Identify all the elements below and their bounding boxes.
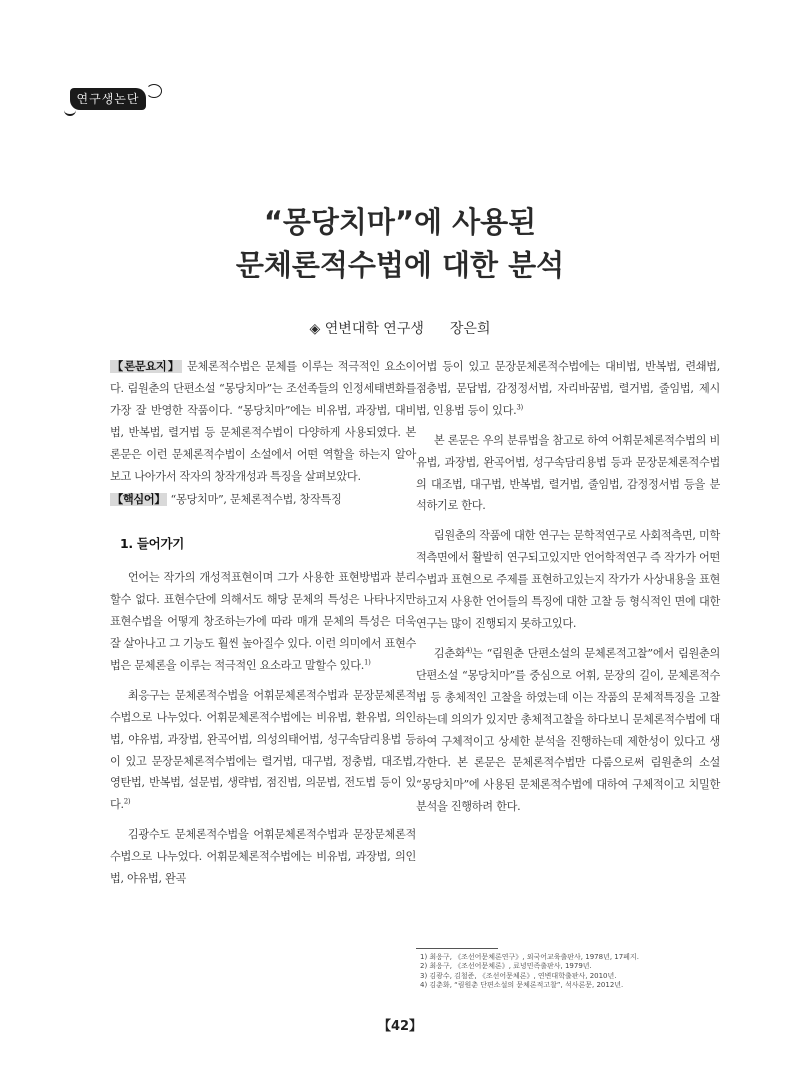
paragraph-6: 김춘화$^{4)}$는 “림원춘 단편소설의 문체론적고찰”에서 림원춘의 단편소설 “몽당치마”를 중심으로 어휘, 문장의 길이, 문체론적수법 등 총체적인 고찰을 하였는데 이는 작품의 문체적특징을 고찰하는데 의의가 있지만 총체적고찰을 하다보니 문체론적수법에 대하여 구체적이고 상세한 분석을 진행하는데 제한성이 있다고 생각한다. 본 론문은 문체론적수법만 다룸으로써 림원춘의 소설 “몽당치마”에 사용된 문체론적수법에 대하여 구체적이고 치밀한 분석을 진행하려 한다.: [416, 646, 720, 814]
right-column: [416, 356, 720, 818]
author-line: [0, 318, 800, 338]
paragraph-3: 김광수도 문체론적수법을 어휘문체론적수법과 문장문체론적수법으로 나누었다. 어휘문체론적수법에는 비유법, 과장법, 의인법, 야유법, 완곡: [110, 828, 416, 886]
footnote-ref-1: 1): [363, 658, 371, 667]
footnote: 1) 최응구, 《조선어문체론연구》, 외국어교육출판사, 1978년, 17페지.: [420, 953, 639, 961]
paragraph-2: 최응구는 문체론적수법을 어휘문체론적수법과 문장문체론적수법으로 나누었다. 어휘문체론적수법에는 비유법, 환유법, 의인법, 야유법, 과장법, 완곡어법, 의성의태어법, 성구속담리용법 등이 있고 문장문체론적수법에는 렬거법, 대구법, 정충법, 대조법, 영탄법, 반복법, 설문법, 생략법, 점진법, 의문법, 전도법 등이 있다.$^{2)}$: [110, 688, 416, 812]
title-line-1: “몽당치마”에 사용된: [263, 205, 537, 239]
diamond-bullet-icon: ◈: [309, 321, 321, 337]
left-column: [110, 356, 416, 890]
footnote-ref-2: 2): [123, 797, 131, 806]
tag-decoration: [146, 84, 162, 98]
paragraph-4: 본 론문은 우의 분류법을 참고로 하여 어휘문체론적수법의 비유법, 과장법, 완곡어법, 성구속담리용법 등과 문장문체론적수법의 대조법, 대구법, 반복법, 렬거법, 줄임법, 감정정서법 등을 분석하기로 한다.: [416, 433, 720, 513]
author-name: 장은희: [449, 321, 491, 337]
paragraph-5: 림원춘의 작품에 대한 연구는 문학적연구로 사회적측면, 미학적측면에서 활발히 연구되고있지만 언어학적연구 즉 작가가 어떤 수법과 표현으로 주제를 표현하고있는지 작가가 사상내용을 표현하고저 사용한 언어들의 특징에 대한 고찰 등 형식적인 면에 대한 연구는 많이 진행되지 못하고있다.: [416, 529, 720, 630]
footnotes: [420, 953, 720, 991]
section-heading: 1. 들어가기: [120, 536, 184, 552]
author-affiliation: 연변대학 연구생: [324, 321, 424, 337]
footnote: 2) 최응구, 《조선어문체론》, 료녕민족출판사, 1979년.: [420, 962, 592, 971]
keywords-label: 【핵심어】: [112, 493, 166, 507]
keywords: [110, 489, 416, 511]
tag-swoosh: [64, 106, 76, 116]
paragraph-3-continued: 어법 등이 있고 문장문체론적수법에는 대비법, 반복법, 련쇄법, 점층법, 문답법, 감정정서법, 자리바꿈법, 렬거법, 줄임법, 제시법, 인용법 등이 있다.$^{3)}$: [416, 360, 720, 417]
abstract-label: 【론문요지】: [112, 360, 181, 373]
title-line-2: 문체론적수법에 대한 분석: [235, 248, 565, 282]
footnote-divider: [416, 948, 498, 949]
footnote: 3) 김광수, 김철준, 《조선어문체론》, 연변대학출판사, 2010년.: [420, 971, 617, 980]
paragraph-1: 언어는 작가의 개성적표현이며 그가 사용한 표현방법과 분리할수 없다. 표현수단에 의해서도 해당 문체의 특성은 나타나지만 표현수법을 어떻게 창조하는가에 따라 매개 문체의 특성은 더욱 잘 살아나고 그 기능도 훨씬 높아질수 있다. 이런 의미에서 표현수법은 문체론을 이루는 적극적인 요소라고 말할수 있다.$^{1)}$: [110, 571, 416, 672]
abstract: [110, 356, 416, 487]
footnote-ref-4: 4): [465, 646, 473, 655]
section-tag: 연구생논단: [70, 88, 146, 110]
keywords-text: “몽당치마”, 문체론적수법, 창작특징: [167, 493, 342, 507]
footnote-ref-3: 3): [516, 403, 523, 412]
page-number: 【42】: [377, 1019, 423, 1034]
footnote: 4) 김춘화, “림원춘 단편소설의 문체론적고찰”, 석사론문, 2012년.: [420, 981, 624, 990]
abstract-text: 문체론적수법은 문체를 이루는 적극적인 요소이다. 림원춘의 단편소설 “몽당치마”는 조선족들의 인정세태변화를 가장 잘 반영한 작품이다. “몽당치마”에는 비유법, 과장법, 대비법, 반복법, 렬거법 등 문체론적수법이 다양하게 사용되였다. 본 론문은 이런 문체론적수법이 소설에서 어떤 역할을 하는지 알아보고 나아가서 작자의 창작개성과 특징을 살펴보았다.: [110, 360, 416, 483]
